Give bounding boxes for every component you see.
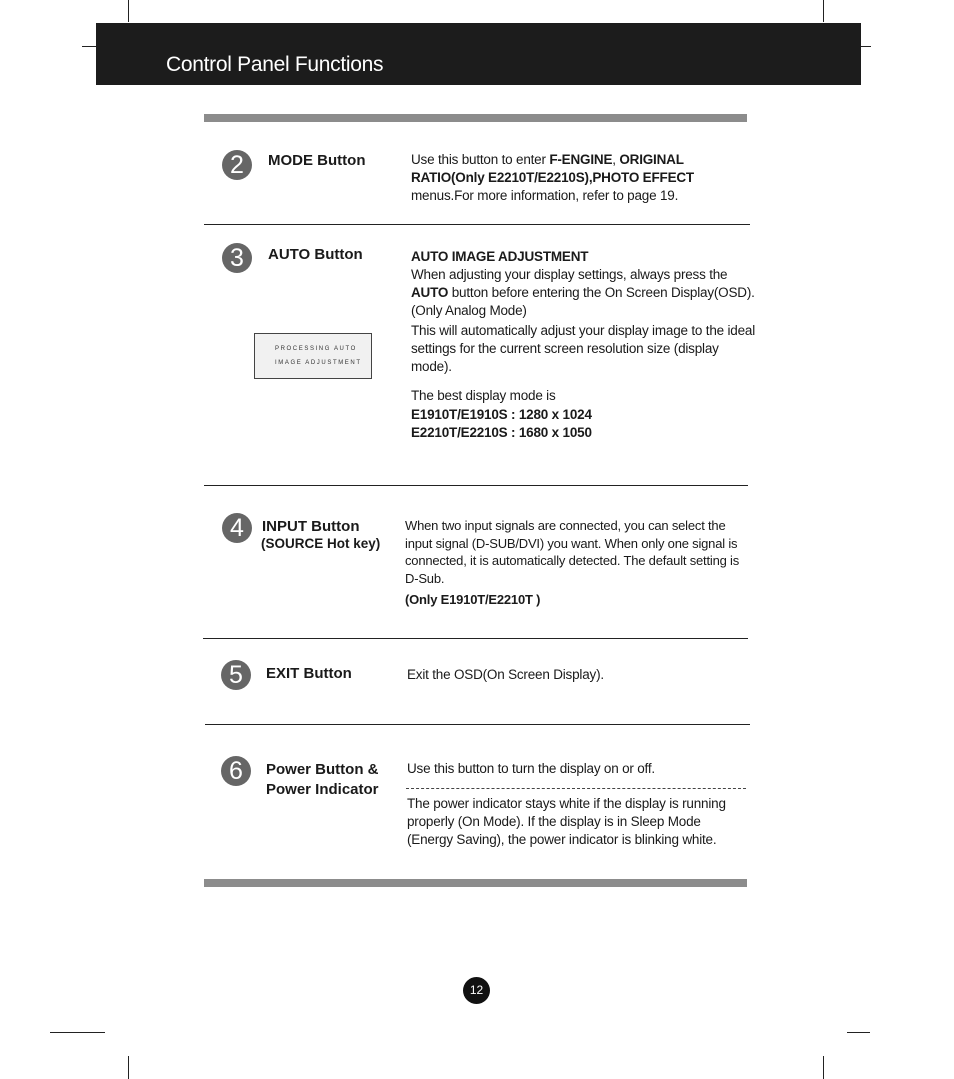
- section-number-badge: 3: [222, 243, 252, 273]
- auto-adjust-explanation: This will automatically adjust your display image to the ideal settings for the current screen resolution size (display mode).: [411, 323, 756, 374]
- auto-button-label: AUTO Button: [268, 246, 363, 263]
- section-number-badge: 2: [222, 150, 252, 180]
- page-header: [96, 23, 861, 85]
- power-button-label: Power Button &: [266, 761, 379, 778]
- section-divider: [203, 638, 748, 639]
- crop-mark: [823, 1056, 824, 1079]
- best-display-mode-e1910: E1910T/E1910S : 1280 x 1024: [411, 407, 592, 422]
- section-divider: [204, 224, 750, 225]
- auto-button-description: When adjusting your display settings, always press the AUTO button before entering the On Screen Display(OSD). (Only Analog Mode): [411, 267, 755, 318]
- input-button-description: When two input signals are connected, you can select the input signal (D-SUB/DVI) you want. When only one signal is connected, it is automatically detected. The default setting is D-Sub.: [405, 518, 740, 586]
- crop-mark: [847, 1032, 870, 1033]
- source-hot-key-label: (SOURCE Hot key): [261, 536, 381, 551]
- osd-preview-line: PROCESSING AUTO: [275, 346, 357, 352]
- page-number: 12: [463, 977, 490, 1004]
- crop-mark: [82, 46, 96, 47]
- bottom-divider-bar: [204, 879, 747, 887]
- osd-preview-box: [254, 333, 372, 379]
- exit-button-description: Exit the OSD(On Screen Display).: [407, 667, 604, 682]
- section-number-badge: 4: [222, 513, 252, 543]
- top-divider-bar: [204, 114, 747, 122]
- dashed-divider: [406, 788, 746, 789]
- exit-button-label: EXIT Button: [266, 665, 352, 682]
- page-title: Control Panel Functions: [166, 53, 384, 76]
- crop-mark: [823, 0, 824, 22]
- section-number-badge: 6: [221, 756, 251, 786]
- power-indicator-label: Power Indicator: [266, 781, 379, 798]
- best-display-mode-e2210: E2210T/E2210S : 1680 x 1050: [411, 425, 592, 440]
- power-indicator-description: The power indicator stays white if the display is running properly (On Mode). If the display is in Sleep Mode (Energy Saving), the power indicator is blinking white.: [407, 796, 726, 847]
- crop-mark: [50, 1032, 105, 1033]
- section-divider: [204, 485, 748, 486]
- mode-button-label: MODE Button: [268, 152, 366, 169]
- crop-mark: [128, 1056, 129, 1079]
- auto-image-adjustment-heading: AUTO IMAGE ADJUSTMENT: [411, 249, 589, 264]
- section-divider: [205, 724, 750, 725]
- crop-mark: [128, 0, 129, 22]
- mode-button-description: Use this button to enter F-ENGINE, ORIGINAL RATIO(Only E2210T/E2210S),PHOTO EFFECT menus.For more information, refer to page 19.: [411, 152, 694, 203]
- input-button-label: INPUT Button: [262, 518, 360, 535]
- crop-mark: [861, 46, 871, 47]
- input-button-note: (Only E1910T/E2210T ): [405, 592, 541, 607]
- best-display-mode-text: The best display mode is: [411, 388, 556, 403]
- osd-preview-line: IMAGE ADJUSTMENT: [275, 360, 362, 366]
- section-number-badge: 5: [221, 660, 251, 690]
- power-button-description: Use this button to turn the display on or off.: [407, 761, 655, 776]
